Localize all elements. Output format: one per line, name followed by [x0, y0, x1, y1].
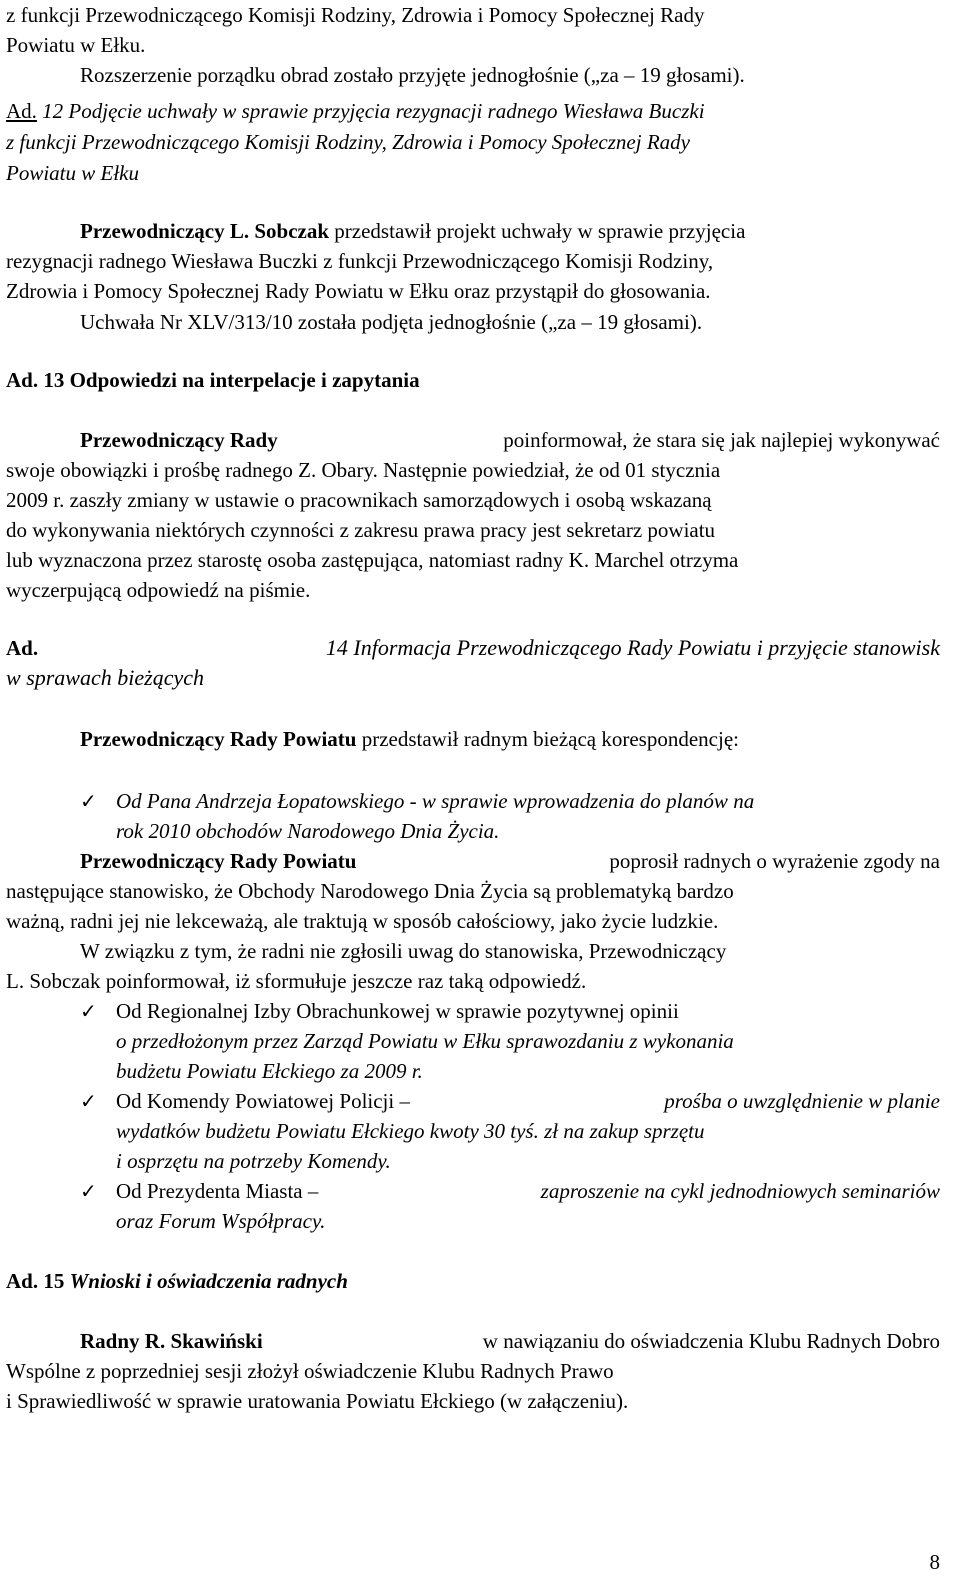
list-item-line: o przedłożonym przez Zarząd Powiatu w Ełku sprawozdaniu z wykonania — [116, 1029, 734, 1053]
checkmark-icon: ✓ — [80, 1089, 97, 1113]
checkmark-icon: ✓ — [80, 1179, 97, 1203]
paragraph-line: Zdrowia i Pomocy Społecznej Rady Powiatu w Ełku oraz przystąpił do głosowania. — [6, 279, 711, 303]
section-heading-line: z funkcji Przewodniczącego Komisji Rodziny, Zdrowia i Pomocy Społecznej Rady — [6, 130, 690, 154]
section-heading-ad15: Ad. 15 Wnioski i oświadczenia radnych — [6, 1269, 348, 1293]
list-item: Od Komendy Powiatowej Policji – prośba o uwzględnienie w planie — [116, 1089, 940, 1113]
list-item-line: oraz Forum Współpracy. — [116, 1209, 326, 1233]
speaker-name: Przewodniczący Rady — [80, 428, 278, 452]
paragraph-line: Przewodniczący Rady Powiatu poprosił radnych o wyrażenie zgody na — [80, 846, 940, 876]
list-item-line: wydatków budżetu Powiatu Ełckiego kwoty 30 tyś. zł na zakup sprzętu — [116, 1119, 705, 1143]
list-item-line: rok 2010 obchodów Narodowego Dnia Życia. — [116, 819, 500, 843]
speaker-name: Przewodniczący Rady Powiatu — [80, 849, 357, 873]
section-heading-line: Powiatu w Ełku — [6, 161, 139, 185]
text-line: Rozszerzenie porządku obrad zostało przyjęte jednogłośnie („za – 19 głosami). — [80, 63, 745, 87]
paragraph-line: rezygnacji radnego Wiesława Buczki z funkcji Przewodniczącego Komisji Rodziny, — [6, 249, 714, 273]
page-number: 8 — [929, 1550, 940, 1574]
section-heading-ad12: Ad. 12 Podjęcie uchwały w sprawie przyjęcia rezygnacji radnego Wiesława Buczki — [6, 99, 705, 123]
paragraph-line: lub wyznaczona przez starostę osoba zastępująca, natomiast radny K. Marchel otrzyma — [6, 548, 739, 572]
list-item-line: budżetu Powiatu Ełckiego za 2009 r. — [116, 1059, 423, 1083]
speaker-name: Przewodniczący Rady Powiatu — [80, 727, 357, 751]
paragraph-line: swoje obowiązki i prośbę radnego Z. Obary. Następnie powiedział, że od 01 stycznia — [6, 458, 721, 482]
paragraph-line: Radny R. Skawiński w nawiązaniu do oświadczenia Klubu Radnych Dobro — [80, 1326, 940, 1356]
paragraph-line: Przewodniczący L. Sobczak przedstawił projekt uchwały w sprawie przyjęcia — [80, 219, 746, 243]
paragraph-line: 2009 r. zaszły zmiany w ustawie o pracownikach samorządowych i osobą wskazaną — [6, 488, 712, 512]
paragraph-line: Przewodniczący Rady Powiatu przedstawił radnym bieżącą korespondencję: — [80, 727, 739, 751]
section-heading-ad13: Ad. 13 Odpowiedzi na interpelacje i zapytania — [6, 368, 420, 392]
text-line: Powiatu w Ełku. — [6, 33, 146, 57]
checkmark-icon: ✓ — [80, 789, 97, 813]
list-item-line: i osprzętu na potrzeby Komendy. — [116, 1149, 391, 1173]
paragraph-line: Przewodniczący Rady poinformował, że stara się jak najlepiej wykonywać — [80, 425, 940, 455]
list-item: Od Prezydenta Miasta – zaproszenie na cykl jednodniowych seminariów — [116, 1179, 940, 1203]
speaker-name: Radny R. Skawiński — [80, 1329, 263, 1353]
section-heading-ad14: Ad. 14 Informacja Przewodniczącego Rady Powiatu i przyjęcie stanowisk — [6, 635, 940, 660]
section-heading-line: w sprawach bieżących — [6, 665, 204, 690]
paragraph-line: Wspólne z poprzedniej sesji złożył oświadczenie Klubu Radnych Prawo — [6, 1359, 614, 1383]
paragraph-line: ważną, radni jej nie lekceważą, ale traktują w sposób całościowy, jako życie ludzkie. — [6, 909, 719, 933]
paragraph-line: W związku z tym, że radni nie zgłosili uwag do stanowiska, Przewodniczący — [80, 939, 727, 963]
paragraph-line: do wykonywania niektórych czynności z zakresu prawa pracy jest sekretarz powiatu — [6, 518, 716, 542]
paragraph-line: następujące stanowisko, że Obchody Narodowego Dnia Życia są problematyką bardzo — [6, 879, 734, 903]
paragraph-line: Uchwała Nr XLV/313/10 została podjęta jednogłośnie („za – 19 głosami). — [80, 310, 703, 334]
list-item: Od Pana Andrzeja Łopatowskiego - w sprawie wprowadzenia do planów na — [116, 789, 755, 813]
paragraph-line: i Sprawiedliwość w sprawie uratowania Powiatu Ełckiego (w załączeniu). — [6, 1389, 629, 1413]
speaker-name: Przewodniczący L. Sobczak — [80, 219, 330, 243]
checkmark-icon: ✓ — [80, 999, 97, 1023]
paragraph-line: L. Sobczak poinformował, iż sformułuje jeszcze raz taką odpowiedź. — [6, 969, 587, 993]
paragraph-line: wyczerpującą odpowiedź na piśmie. — [6, 578, 311, 602]
list-item: Od Regionalnej Izby Obrachunkowej w sprawie pozytywnej opinii — [116, 999, 679, 1023]
text-line: z funkcji Przewodniczącego Komisji Rodziny, Zdrowia i Pomocy Społecznej Rady — [6, 3, 705, 27]
